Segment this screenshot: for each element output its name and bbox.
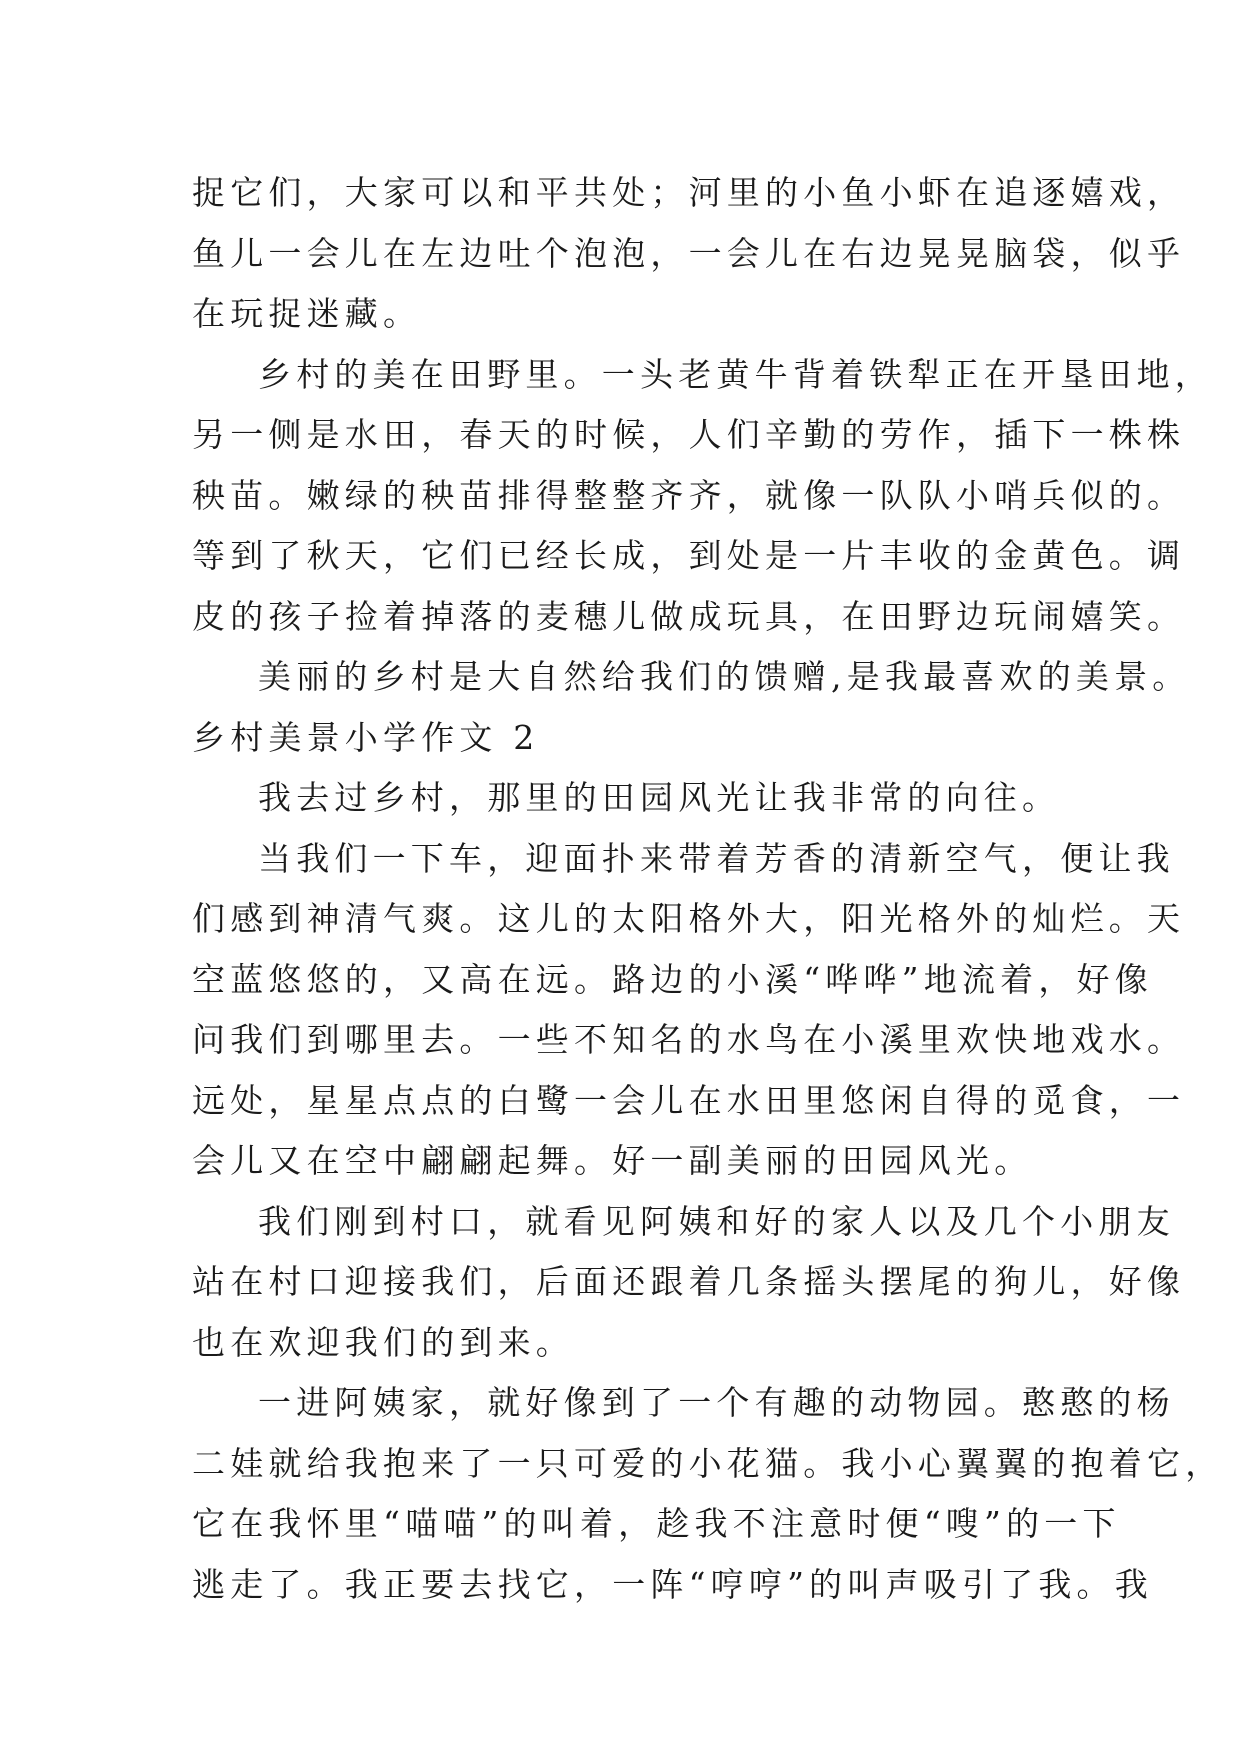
text-line-15: 问我们到哪里去。一些不知名的水鸟在小溪里欢快地戏水。 xyxy=(192,1020,1186,1059)
text-line-14: 空蓝悠悠的，又高在远。路边的小溪“哗哗”地流着，好像 xyxy=(192,959,1153,999)
text-line-24: 逃走了。我正要去找它，一阵“哼哼”的叫声吸引了我。我 xyxy=(192,1564,1153,1604)
section-heading: 乡村美景小学作文 2 xyxy=(192,717,540,757)
text-line-2: 鱼儿一会儿在左边吐个泡泡，一会儿在右边晃晃脑袋，似乎 xyxy=(192,233,1186,273)
text-line-19: 站在村口迎接我们，后面还跟着几条摇头摆尾的狗儿，好像 xyxy=(192,1262,1186,1301)
document-body xyxy=(192,163,1224,1615)
text-line-13: 们感到神清气爽。这儿的太阳格外大，阳光格外的灿烂。天 xyxy=(192,899,1186,938)
text-line-4: 乡村的美在田野里。一头老黄牛背着铁犁正在开垦田地， xyxy=(258,354,1213,394)
text-line-23: 它在我怀里“喵喵”的叫着，趁我不注意时便“嗖”的一下 xyxy=(192,1504,1121,1543)
text-line-12: 当我们一下车，迎面扑来带着芳香的清新空气，便让我 xyxy=(258,838,1175,878)
text-line-17: 会儿又在空中翩翩起舞。好一副美丽的田园风光。 xyxy=(192,1141,1033,1180)
text-line-22: 二娃就给我抱来了一只可爱的小花猫。我小心翼翼的抱着它， xyxy=(192,1443,1224,1483)
text-line-11: 我去过乡村，那里的田园风光让我非常的向往。 xyxy=(258,778,1061,817)
text-line-6: 秧苗。嫩绿的秧苗排得整整齐齐，就像一队队小哨兵似的。 xyxy=(192,475,1186,515)
text-line-3: 在玩捉迷藏。 xyxy=(192,294,422,333)
text-line-20: 也在欢迎我们的到来。 xyxy=(192,1322,574,1362)
text-line-9: 美丽的乡村是大自然给我们的馈赠,是我最喜欢的美景。 xyxy=(258,657,1191,696)
text-line-7: 等到了秋天，它们已经长成，到处是一片丰收的金黄色。调 xyxy=(192,536,1186,575)
text-line-21: 一进阿姨家，就好像到了一个有趣的动物园。憨憨的杨 xyxy=(258,1383,1175,1422)
text-line-18: 我们刚到村口，就看见阿姨和好的家人以及几个小朋友 xyxy=(258,1201,1175,1241)
text-line-1: 捉它们，大家可以和平共处；河里的小鱼小虾在追逐嬉戏， xyxy=(192,173,1186,212)
text-line-5: 另一侧是水田，春天的时候，人们辛勤的劳作，插下一株株 xyxy=(192,415,1186,454)
text-line-16: 远处，星星点点的白鹭一会儿在水田里悠闲自得的觅食，一 xyxy=(192,1080,1186,1120)
text-line-8: 皮的孩子捡着掉落的麦穗儿做成玩具，在田野边玩闹嬉笑。 xyxy=(192,596,1186,636)
